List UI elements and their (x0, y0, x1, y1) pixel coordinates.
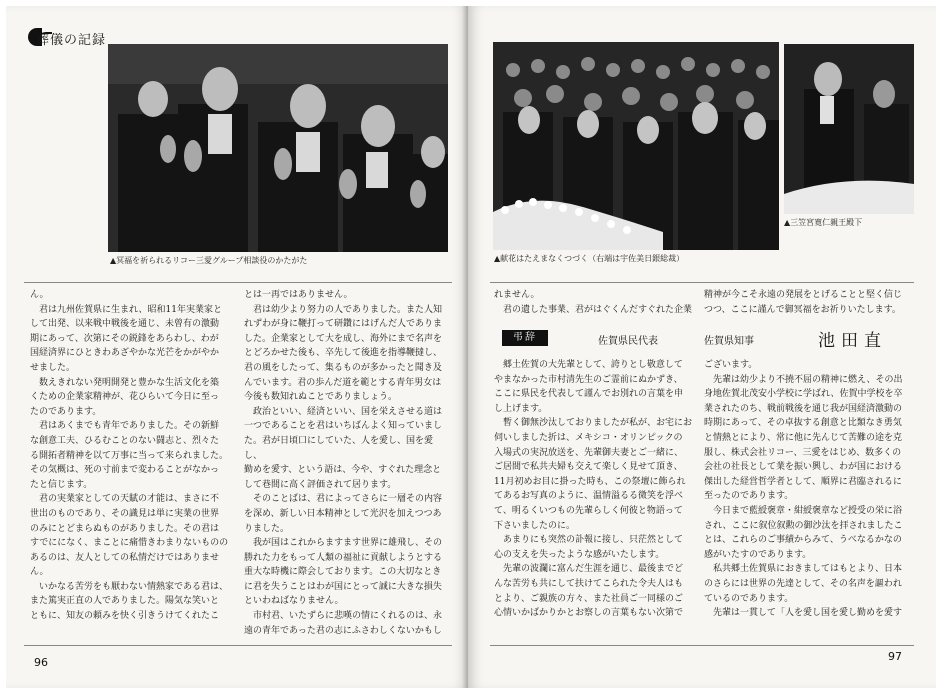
right-col2-line: ございます。 (704, 360, 758, 370)
right-col1-line: ご居間で私共夫婦も交えて楽しく見せて頂き、 (494, 462, 683, 473)
right-col1-line: 心情いかばかりかとお察しの言葉もない次第で (494, 608, 684, 619)
left-col2-line: 一つであることを君はいちばんよく知っていまし (244, 421, 443, 432)
right-col2-line: 先輩は幼少より不撓不屈の精神に燃え、その出 (713, 374, 903, 385)
left-col1-line: ん。 (30, 567, 49, 578)
left-col1-line: くための企業家精神が、花ひらいて今日に至っ (30, 392, 220, 403)
right-col1-line: 下さいましたのに。 (494, 520, 576, 531)
left-col1-line: して出発、以来戦中戦後を通じ、未曾有の激動 (30, 319, 220, 330)
left-col1-line: のみにとどまらぬものがありました。その君は (30, 523, 220, 534)
choji-name: 池田直 (818, 331, 887, 351)
right-col1-line: 郷土佐賀の大先輩として、誇りとし敬意して (503, 360, 683, 370)
right-col2-line: 私共郷土佐賀県におきましてはもとより、日本 (713, 564, 903, 575)
left-col2-line: に君を失うことはわが国にとって誠に大きな損失 (244, 581, 442, 592)
right-col1-line: 心の支えを失ったような感がいたします。 (494, 549, 665, 560)
right-col1-line: とより、ご親族の方々、また社員ご一同様のご (494, 593, 684, 604)
right-page (468, 6, 936, 688)
right-col1-line: 入場式の実況放送を、先輩御夫妻とご一緒に、 (494, 447, 684, 458)
left-col1-line: すでにになく、まことに痛惜きわまりないものの (30, 538, 229, 549)
right-col2-top-line: つつ、ここに謹んで御冥福をお祈りいたします。 (704, 304, 901, 315)
left-col1-line: ん。 (30, 290, 49, 300)
left-col1-line: あるのは、友人としての私情だけではありませ (30, 552, 220, 563)
right-col2-line: 服し、株式会社リコー、三愛をはじめ、数多くの (704, 447, 902, 458)
right-col1-line: あまりにも突然の訃報に接し、只茫然として (503, 535, 684, 546)
left-col1-line: 国経済界にひときわあざやかな光芒をかがやか (30, 348, 220, 359)
right-col2-top-line: 精神が今こそ永遠の発展をとげることと堅く信じ (704, 290, 903, 300)
right-col2-line: 傑出した経営哲学者として、順界に君臨されるに (704, 476, 902, 487)
right-col1-line: て、明るくいつもの先輩らしく何彼と物語って (494, 505, 683, 516)
left-col2-line: 勝れた力をもって人類の福祉に貢献しようとする (244, 552, 443, 563)
right-col2-line: 感がいたすのであります。 (704, 549, 812, 560)
left-photo-caption: ▲冥福を祈られるリコー三愛グループ相談役のかたがた (110, 256, 308, 265)
left-col2-line: とは一再ではありません。 (244, 290, 353, 300)
right-column-1-main (494, 358, 694, 621)
left-col2-line: た。君が日頃口にしていた、人を愛し、国を愛し、 (244, 435, 434, 461)
left-col2-line: れずわが身に鞭打って研鑽にはげんだ人でありま (244, 319, 443, 330)
page-number-left: 96 (34, 656, 48, 669)
left-col2-line: 政治といい、経済といい、国を栄えさせる道は (253, 406, 443, 417)
left-col1-line: 君の実業家としての天賦の才能は、まさに不 (39, 494, 220, 505)
right-col2-line: と情熱とにより、常に他に先んじて苦難の途を克 (704, 432, 903, 443)
photo-prince-mikasa (784, 44, 914, 214)
left-col2-line: 重大な時機に際会しております。この大切なとき (244, 567, 442, 578)
right-col1-top-line: 君の遺した事業、君がはぐくんだすぐれた企業 (503, 304, 693, 315)
right-col1-line: 伺いしました折は、メキシコ・オリンピックの (494, 432, 683, 443)
left-col2-line: 我が国はこれからますます世界に雄飛し、その (253, 538, 443, 549)
left-col2-line: して巷間に高く評価されて居ります。 (244, 479, 397, 490)
left-col1-line: 君は九州佐賀県に生まれ、昭和11年実業家と (39, 304, 222, 315)
left-col2-line: 今後も数知れぬことでありましょう。 (244, 392, 398, 403)
left-col1-line: その気概は、死の寸前まで変わることがなかっ (30, 465, 220, 476)
right-col2-line: とは、これらのご事績からみて、うべなるかなの (704, 535, 902, 546)
page-number-right: 97 (888, 650, 902, 663)
right-col1-line: んな苦労も共にして扶けてこられた令夫人はも (494, 578, 684, 589)
left-col2-line: 君は幼少より努力の人でありました。また人知 (253, 304, 443, 315)
left-col2-line: りました。 (244, 523, 290, 534)
left-column-2 (244, 288, 450, 638)
right-col2-line: 会社の社長として業を振い興し、わが国における (704, 462, 903, 473)
right-col1-line: 11月初めお目に掛った時も、この祭壇に飾られ (494, 476, 686, 487)
right-col2-line: のさらには世界の先達として、その名声を謳われ (704, 578, 902, 589)
choji-rep: 佐賀県民代表 (598, 336, 658, 347)
right-col2-line: 業されたのち、戦前戦後を通じ我が国経済激動の (704, 403, 903, 414)
left-col1-line: 数えきれない発明開発と豊かな生活文化を築 (39, 377, 220, 388)
right-col1-line: てあるお写真のように、温情溢るる微笑を浮べ (494, 491, 684, 502)
right-col1-top-line: れません。 (494, 290, 540, 300)
right-column-2-main (704, 358, 914, 621)
left-col1-line: る開拓者精神を以て万事に当って来られました。 (30, 450, 229, 461)
right-col2-line: 先輩は一貫して「人を愛し国を愛し勤めを愛す (713, 608, 903, 619)
crowd-photo-illustration (493, 42, 779, 250)
right-col1-line: 暫く御無沙汰しておりましたが私が、お宅にお (503, 418, 693, 429)
small-photo-caption: ▲三笠宮寛仁親王殿下 (784, 218, 863, 227)
left-col1-line: 期にあって、次第にその鋭鋒をあらわし、わが (30, 333, 219, 344)
left-col1-line: また篤実正直の人でありました。陽気な笑いと (30, 596, 220, 607)
left-col2-line: 勤めを愛す、という語は、今や、すぐれた理念と (244, 465, 442, 476)
left-col2-line: んでいます。君の歩んだ道を範とする青年男女は (244, 377, 442, 388)
left-col1-line: いかなる苦労をも厭わない情熱家である君は、 (39, 581, 229, 592)
left-col1-line: たと信じます。 (30, 479, 93, 490)
left-col1-line: せました。 (30, 362, 76, 373)
left-col1-line: ともに、知友の頼みを快く引きうけてくれたこ (30, 611, 220, 622)
left-col2-line: した。企業家として大を成し、海外にまで名声を (244, 333, 443, 344)
choji-badge: 弔辞 (502, 330, 548, 346)
left-col2-line: を深め、新しい日本精神として光沢を加えつつあ (244, 508, 442, 519)
right-col1-line: 先輩の波瀾に富んだ生涯を通じ、最後までど (503, 564, 684, 575)
left-col1-line: な創意工夫、ひるむことのない闘志と、烈々た (30, 435, 220, 446)
left-column-1 (30, 288, 234, 624)
left-col2-line: といわねばなりません。 (244, 596, 344, 607)
choji-title: 佐賀県知事 (704, 336, 754, 347)
right-col1-line: ここに県民を代表して謹んでお別れの言葉を申 (494, 389, 684, 400)
right-col2-line: 至ったのであります。 (704, 491, 794, 502)
left-col2-line: とどろかせた後も、卒先して後進を指導鞭撻し、 (244, 348, 443, 359)
right-col2-line: され、ここに叙位叙勲の御沙汰を拝されましたこ (704, 520, 903, 531)
left-col1-line: たのであります。 (30, 406, 102, 417)
right-col1-line: し上げます。 (494, 403, 548, 414)
left-col2-line: 君の風をしたって、集るものが多かったと聞き及 (244, 362, 442, 373)
photo-flower-offering (493, 42, 779, 250)
right-photo-caption: ▲献花はたえまなくつづく（右端は宇佐美日銀総裁） (494, 254, 685, 263)
right-col2-line: 時期にあって、その卓抜する創意と比類なき勇気 (704, 418, 902, 429)
right-col2-line: 今日まで藍綬褒章・紺綬褒章など授受の栄に浴 (713, 505, 903, 516)
choji-header (468, 282, 936, 362)
right-col2-line: ているのであります。 (704, 593, 794, 604)
left-col1-line: 世出のものであり、その識見は単に実業の世界 (30, 508, 220, 519)
left-col1-line: 君はあくまでも青年でありました。その新鮮 (39, 421, 220, 432)
mourners-photo-illustration (108, 44, 448, 252)
left-col2-line: 遠の青年であった君の志にふさわしくないかもし (244, 625, 442, 636)
prince-photo-illustration (784, 44, 914, 214)
right-col2-line: 身地佐賀北茂安小学校に学ばれ、佐賀中学校を卒 (704, 389, 903, 400)
right-col1-line: やまなかった市村清先生のご霊前にぬかずき、 (494, 374, 683, 385)
left-col2-line: 市村君、いたずらに悲嘆の情にくれるのは、永 (253, 611, 443, 622)
section-label: 葬儀の記録 (36, 33, 107, 48)
left-page (6, 6, 468, 688)
photo-mourners-praying (108, 44, 448, 252)
left-col2-line: そのことばは、君によってさらに一層その内容 (253, 494, 443, 505)
